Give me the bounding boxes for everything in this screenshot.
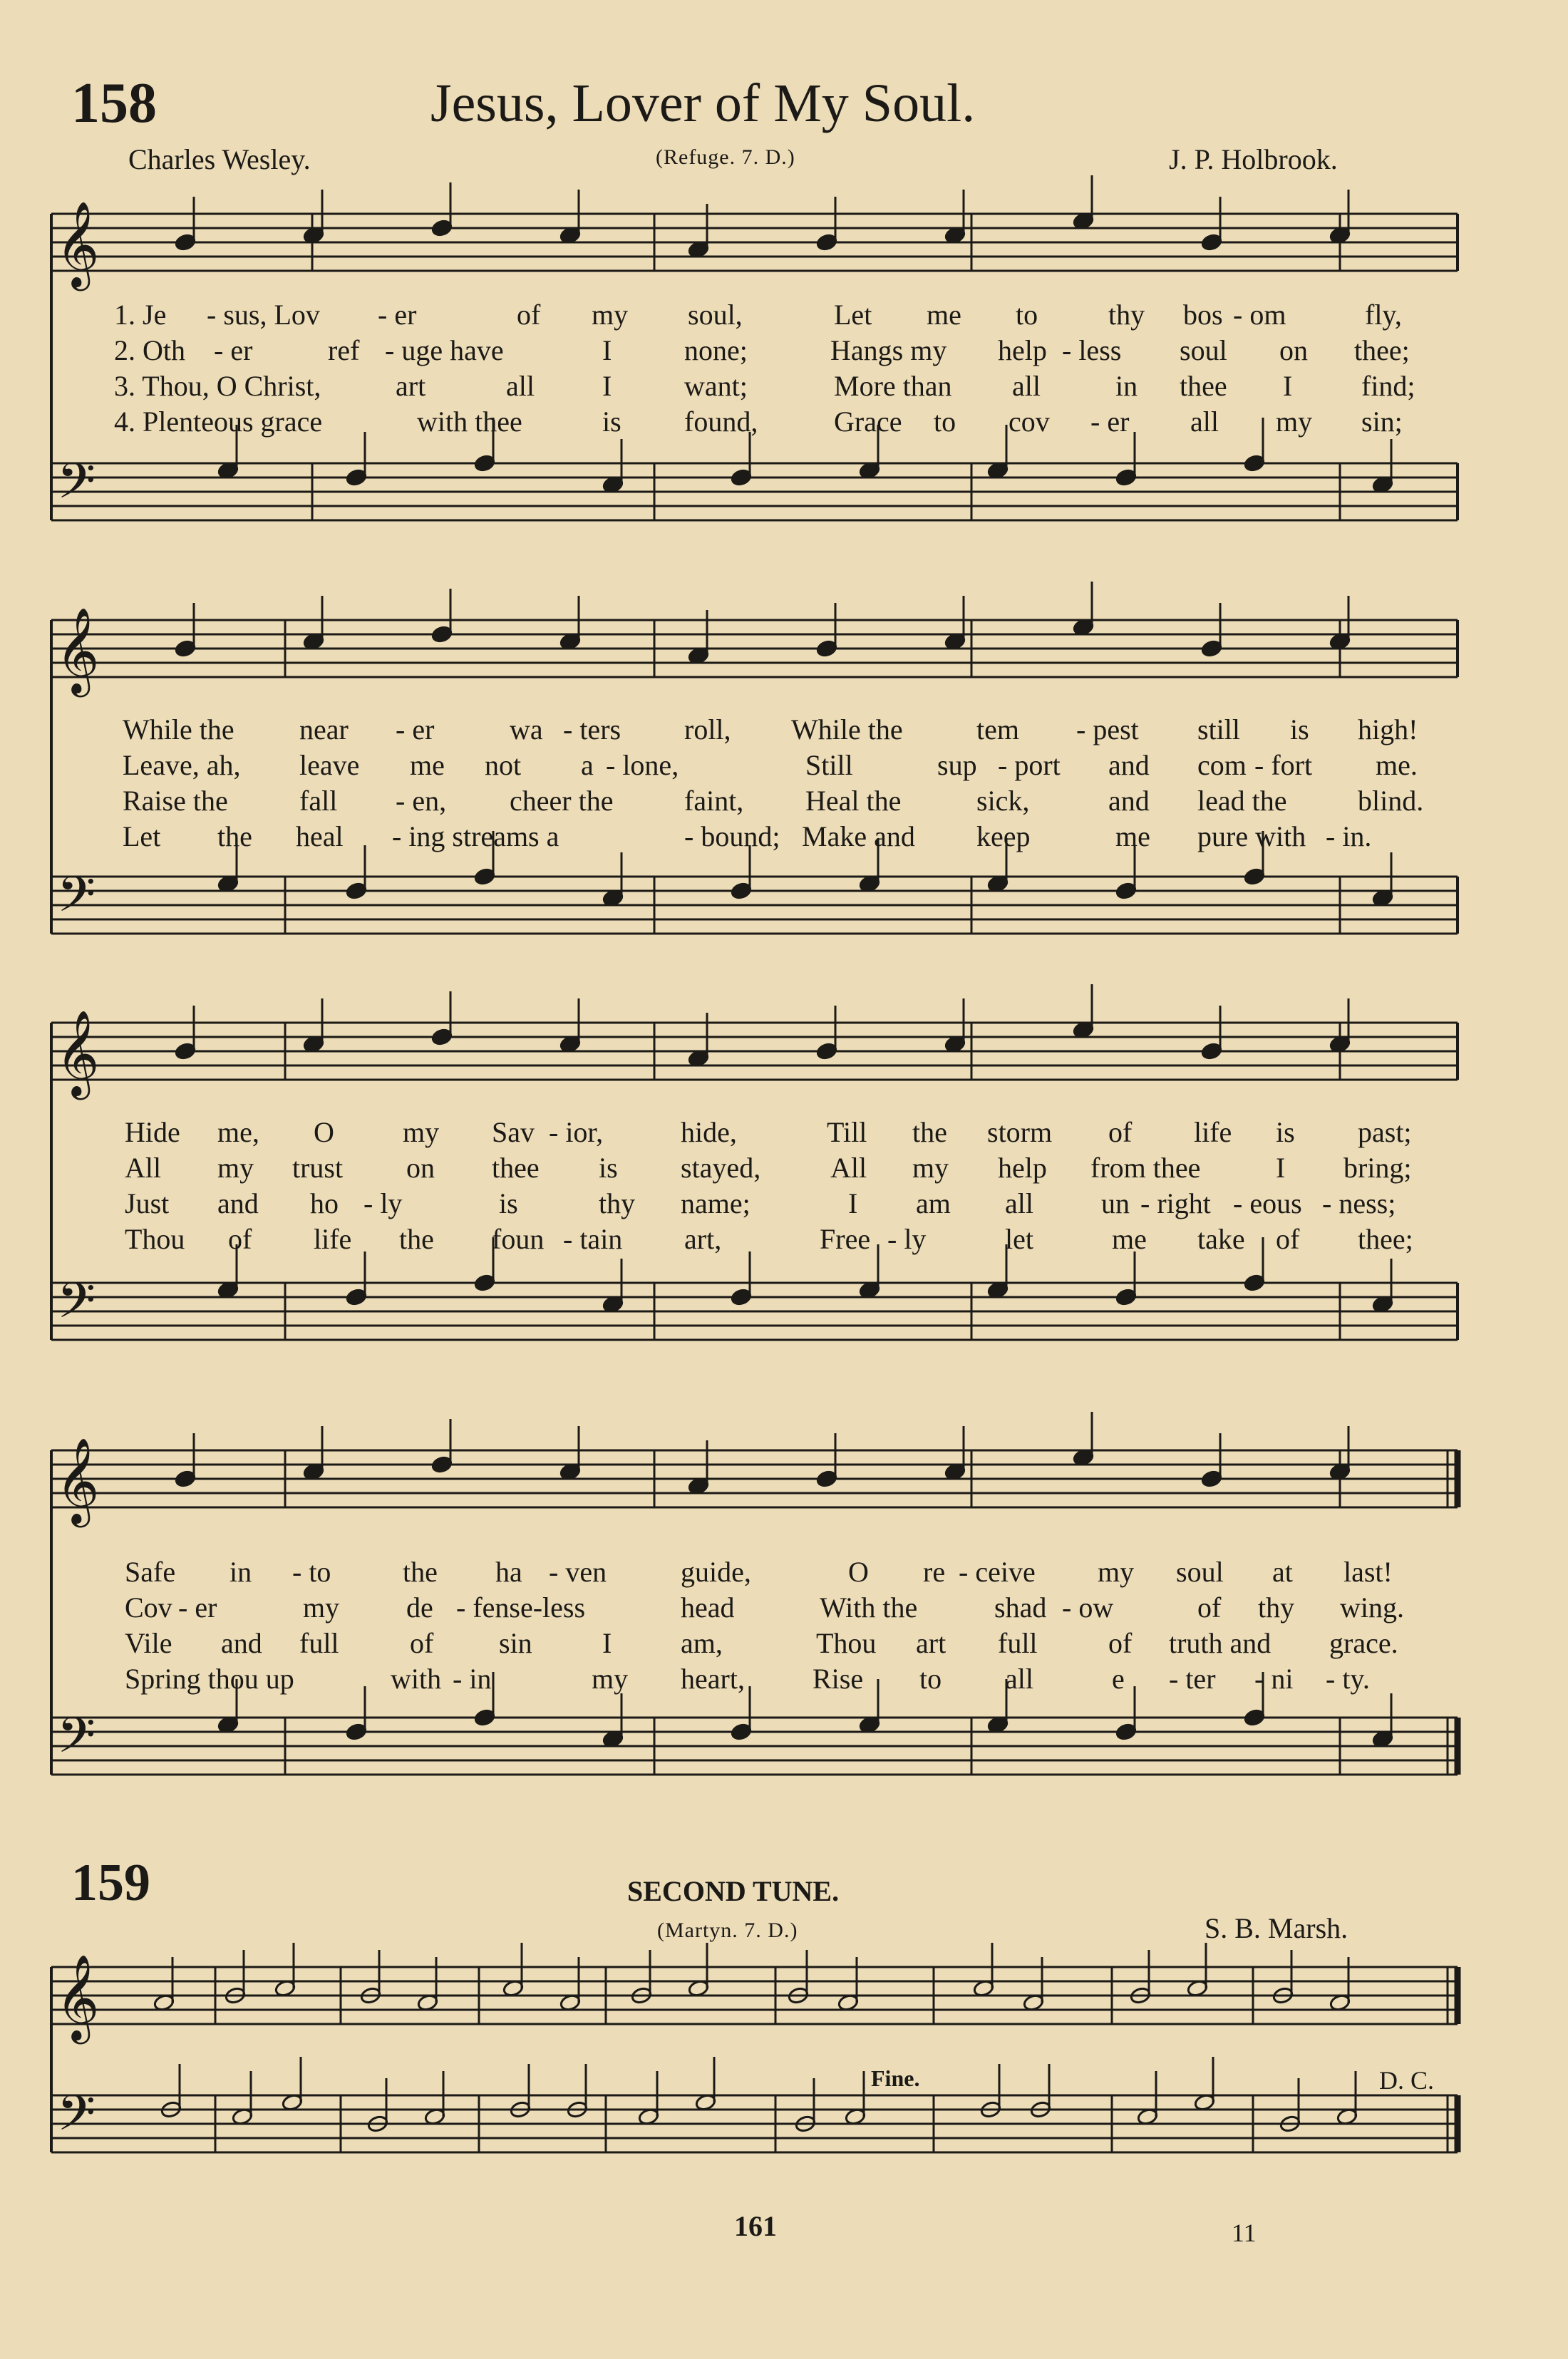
lyric-syllable: - ni [1254, 1663, 1294, 1695]
lyric-syllable: lead the [1197, 785, 1287, 817]
lyric-syllable: pure with [1197, 820, 1306, 852]
lyric-syllable: soul [1180, 334, 1227, 366]
lyric-syllable: me [410, 749, 445, 781]
lyric-syllable: let [1005, 1223, 1033, 1255]
lyric-line [0, 1187, 1568, 1222]
lyric-line [0, 1626, 1568, 1662]
lyric-syllable: me [1112, 1223, 1147, 1255]
lyric-syllable: not [485, 749, 522, 781]
bass-clef-icon: 𝄢 [57, 1271, 96, 1341]
bass-clef-icon: 𝄢 [57, 1706, 96, 1776]
lyric-syllable: thy [1108, 299, 1145, 331]
lyric-syllable: de [406, 1591, 433, 1624]
treble-clef-icon: 𝄞 [56, 200, 100, 287]
treble-clef-icon: 𝄞 [56, 1953, 100, 2040]
lyric-syllable: All [830, 1152, 867, 1184]
lyric-syllable: Free [820, 1223, 871, 1255]
treble-clef-icon: 𝄞 [56, 1009, 100, 1096]
lyric-syllable: I [848, 1187, 858, 1219]
lyric-syllable: all [1005, 1663, 1033, 1695]
lyric-syllable: the [912, 1116, 947, 1148]
lyric-syllable: and [217, 1187, 259, 1219]
lyric-line [0, 748, 1568, 784]
lyric-syllable: thy [599, 1187, 636, 1219]
lyric-syllable: keep [976, 820, 1031, 852]
lyric-syllable: Cov [125, 1591, 172, 1624]
lyric-syllable: More than [834, 370, 952, 402]
lyric-syllable: sick, [976, 785, 1030, 817]
lyric-syllable: Leave, ah, [123, 749, 241, 781]
author-credit: Charles Wesley. [128, 143, 311, 175]
lyric-syllable: - er [1090, 406, 1130, 438]
lyric-syllable: to [934, 406, 956, 438]
lyric-syllable: - fense-less [456, 1591, 586, 1624]
lyric-syllable: near [299, 713, 349, 745]
lyric-syllable: Let [834, 299, 872, 331]
tune-name: (Refuge. 7. D.) [656, 145, 795, 169]
lyric-syllable: fall [299, 785, 338, 817]
lyric-syllable: trust [292, 1152, 344, 1184]
lyric-syllable: in [229, 1556, 252, 1588]
lyric-line [0, 298, 1568, 334]
lyric-syllable: of [228, 1223, 252, 1255]
lyric-syllable: Hangs my [830, 334, 947, 366]
lyric-syllable: - in. [1326, 820, 1372, 852]
lyric-line [0, 1555, 1568, 1591]
lyric-syllable: the [403, 1556, 438, 1588]
lyric-syllable: from thee [1090, 1152, 1201, 1184]
lyric-syllable: - en, [396, 785, 447, 817]
lyric-syllable: thee [1180, 370, 1227, 402]
lyric-syllable: my [592, 299, 629, 331]
lyric-syllable: - er [214, 334, 253, 366]
lyric-syllable: O [848, 1556, 869, 1588]
lyric-syllable: of [1108, 1627, 1133, 1659]
lyric-syllable: full [998, 1627, 1038, 1659]
lyric-syllable: tem [976, 713, 1019, 745]
lyric-syllable: - to [292, 1556, 331, 1588]
lyric-syllable: guide, [681, 1556, 751, 1588]
lyric-syllable: Just [125, 1187, 170, 1219]
lyric-syllable: my [1098, 1556, 1135, 1588]
lyric-syllable: storm [987, 1116, 1053, 1148]
lyric-syllable: full [299, 1627, 339, 1659]
lyric-syllable: With the [820, 1591, 918, 1624]
lyric-syllable: art, [684, 1223, 722, 1255]
lyric-syllable: Thou [125, 1223, 185, 1255]
lyric-syllable: bring; [1343, 1152, 1412, 1184]
lyric-syllable: com [1197, 749, 1247, 781]
lyric-syllable: O [314, 1116, 334, 1148]
lyric-syllable: wing. [1340, 1591, 1404, 1624]
lyric-syllable: - sus, Lov [207, 299, 320, 331]
bass-clef-icon: 𝄢 [57, 452, 96, 522]
lyric-syllable: - lone, [606, 749, 679, 781]
lyric-syllable: soul [1176, 1556, 1224, 1588]
lyric-syllable: with [391, 1663, 442, 1695]
lyric-syllable: all [1190, 406, 1219, 438]
lyric-syllable: at [1272, 1556, 1293, 1588]
lyric-syllable: sin [499, 1627, 532, 1659]
lyric-syllable: I [602, 334, 612, 366]
lyric-syllable: I [1276, 1152, 1286, 1184]
lyric-syllable: on [406, 1152, 435, 1184]
lyric-syllable: past; [1358, 1116, 1412, 1148]
lyric-syllable: thee [492, 1152, 540, 1184]
lyric-syllable: e [1112, 1663, 1125, 1695]
lyric-syllable: a [581, 749, 594, 781]
lyric-syllable: of [410, 1627, 434, 1659]
lyric-syllable: of [517, 299, 541, 331]
lyric-syllable: - ceive [959, 1556, 1036, 1588]
lyric-syllable: Sav [492, 1116, 535, 1148]
lyric-syllable: Still [805, 749, 853, 781]
lyric-line [0, 369, 1568, 405]
lyric-syllable: art [396, 370, 426, 402]
lyric-syllable: - ters [563, 713, 621, 745]
lyric-syllable: my [1276, 406, 1313, 438]
lyric-line [0, 334, 1568, 369]
lyric-syllable: faint, [684, 785, 744, 817]
lyric-syllable: - ness; [1322, 1187, 1396, 1219]
lyric-syllable: hide, [681, 1116, 737, 1148]
lyric-line [0, 784, 1568, 820]
lyric-syllable: re [923, 1556, 946, 1588]
lyric-syllable: - uge have [385, 334, 504, 366]
lyric-syllable: is [599, 1152, 618, 1184]
bass-clef-icon: 𝄢 [57, 2084, 96, 2154]
lyric-syllable: Grace [834, 406, 902, 438]
lyric-syllable: thy [1258, 1591, 1295, 1624]
lyric-syllable: foun [492, 1223, 545, 1255]
lyric-syllable: sin; [1361, 406, 1403, 438]
lyric-syllable: and [1108, 785, 1150, 817]
lyric-syllable: am, [681, 1627, 723, 1659]
hymn-number: 158 [71, 72, 157, 135]
lyric-syllable: I [1283, 370, 1293, 402]
lyric-syllable: fly, [1365, 299, 1402, 331]
lyric-syllable: I [602, 370, 612, 402]
lyric-syllable: the [399, 1223, 434, 1255]
lyric-syllable: name; [681, 1187, 751, 1219]
lyric-syllable: is [602, 406, 621, 438]
lyric-syllable: - ow [1062, 1591, 1114, 1624]
lyric-line [0, 1151, 1568, 1187]
lyric-syllable: While the [123, 713, 234, 745]
lyric-syllable: - tain [563, 1223, 623, 1255]
lyric-syllable: is [499, 1187, 518, 1219]
lyric-syllable: heart, [681, 1663, 745, 1695]
treble-clef-icon: 𝄞 [56, 606, 100, 693]
lyric-syllable: 1. Je [114, 299, 167, 331]
lyric-syllable: help [998, 334, 1047, 366]
lyric-syllable: 2. Oth [114, 334, 185, 366]
lyric-syllable: 3. Thou, O Christ, [114, 370, 321, 402]
lyric-syllable: - pest [1076, 713, 1139, 745]
lyric-syllable: Thou [816, 1627, 877, 1659]
lyric-syllable: leave [299, 749, 360, 781]
lyric-syllable: - er [396, 713, 435, 745]
composer-credit: J. P. Holbrook. [1169, 143, 1338, 175]
dc-marking: D. C. [1379, 2066, 1435, 2095]
lyric-syllable: sup [937, 749, 977, 781]
lyric-syllable: cov [1009, 406, 1050, 438]
lyric-syllable: art [916, 1627, 947, 1659]
lyric-syllable: un [1101, 1187, 1130, 1219]
lyric-syllable: - er [178, 1591, 217, 1624]
bass-clef-icon: 𝄢 [57, 865, 96, 935]
lyric-syllable: While the [791, 713, 903, 745]
lyric-syllable: - ior, [549, 1116, 604, 1148]
lyric-syllable: Make and [802, 820, 915, 852]
lyric-syllable: am [916, 1187, 951, 1219]
lyric-syllable: Vile [125, 1627, 172, 1659]
lyric-syllable: - ly [887, 1223, 927, 1255]
lyric-line [0, 1662, 1568, 1698]
lyric-syllable: on [1279, 334, 1308, 366]
lyric-syllable: my [592, 1663, 629, 1695]
lyric-line [0, 1591, 1568, 1626]
lyric-syllable: all [506, 370, 535, 402]
lyric-syllable: take [1197, 1223, 1245, 1255]
lyric-syllable: roll, [684, 713, 731, 745]
lyric-line [0, 1222, 1568, 1258]
lyric-syllable: - ing streams a [392, 820, 559, 852]
lyric-syllable: last! [1343, 1556, 1393, 1588]
lyric-syllable: All [125, 1152, 162, 1184]
lyric-syllable: me. [1376, 749, 1418, 781]
lyric-line [0, 820, 1568, 855]
lyric-syllable: high! [1358, 713, 1418, 745]
lyric-syllable: shad [994, 1591, 1047, 1624]
lyric-syllable: head [681, 1591, 735, 1624]
second-composer-credit: S. B. Marsh. [1205, 1912, 1348, 1944]
lyric-syllable: bos [1183, 299, 1223, 331]
lyric-syllable: life [314, 1223, 352, 1255]
lyric-syllable: blind. [1358, 785, 1424, 817]
lyric-syllable: ho [310, 1187, 339, 1219]
lyric-syllable: found, [684, 406, 758, 438]
lyric-syllable: help [998, 1152, 1047, 1184]
lyric-syllable: Safe [125, 1556, 176, 1588]
lyric-syllable: truth and [1169, 1627, 1272, 1659]
lyric-syllable: my [912, 1152, 949, 1184]
lyric-syllable: to [919, 1663, 942, 1695]
lyric-syllable: soul, [688, 299, 743, 331]
lyric-syllable: - ter [1169, 1663, 1216, 1695]
hymn-title: Jesus, Lover of My Soul. [430, 73, 976, 133]
lyric-syllable: and [1108, 749, 1150, 781]
lyric-syllable: is [1290, 713, 1309, 745]
lyric-syllable: Heal the [805, 785, 902, 817]
lyric-syllable: and [221, 1627, 262, 1659]
lyric-syllable: - in [453, 1663, 492, 1695]
lyric-syllable: of [1108, 1116, 1133, 1148]
lyric-syllable: want; [684, 370, 748, 402]
lyric-syllable: - om [1233, 299, 1286, 331]
lyric-syllable: cheer the [510, 785, 614, 817]
lyric-syllable: still [1197, 713, 1241, 745]
lyric-line [0, 405, 1568, 440]
lyric-syllable: with thee [417, 406, 522, 438]
lyric-syllable: Raise the [123, 785, 228, 817]
lyric-syllable: my [217, 1152, 254, 1184]
lyric-syllable: all [1005, 1187, 1033, 1219]
lyric-syllable: Let [123, 820, 161, 852]
lyric-syllable: - ven [549, 1556, 607, 1588]
lyric-syllable: my [403, 1116, 440, 1148]
lyric-syllable: is [1276, 1116, 1295, 1148]
lyric-syllable: ref [328, 334, 360, 366]
lyric-syllable: 4. Plenteous grace [114, 406, 323, 438]
lyric-syllable: my [303, 1591, 340, 1624]
lyric-syllable: me [1115, 820, 1150, 852]
lyric-syllable: Hide [125, 1116, 180, 1148]
signature-mark: 11 [1232, 2219, 1257, 2247]
lyric-syllable: - fort [1254, 749, 1313, 781]
lyric-syllable: - ty. [1326, 1663, 1370, 1695]
lyric-syllable: Spring thou up [125, 1663, 294, 1695]
lyric-syllable: stayed, [681, 1152, 761, 1184]
fine-marking: Fine. [871, 2065, 920, 2091]
lyric-syllable: - port [998, 749, 1061, 781]
lyric-line [0, 713, 1568, 748]
lyric-syllable: thee; [1358, 1223, 1413, 1255]
lyric-syllable: wa [510, 713, 543, 745]
second-hymn-number: 159 [71, 1854, 150, 1912]
lyric-syllable: - eous [1233, 1187, 1302, 1219]
page-number: 161 [734, 2210, 777, 2242]
lyric-syllable: in [1115, 370, 1138, 402]
lyric-syllable: of [1197, 1591, 1222, 1624]
lyric-syllable: thee; [1354, 334, 1410, 366]
lyric-syllable: me [927, 299, 961, 331]
lyric-syllable: life [1194, 1116, 1232, 1148]
lyric-line [0, 1115, 1568, 1151]
lyric-syllable: - right [1140, 1187, 1211, 1219]
lyric-syllable: Rise [813, 1663, 864, 1695]
lyric-syllable: me, [217, 1116, 259, 1148]
lyric-syllable: I [602, 1627, 612, 1659]
lyric-syllable: of [1276, 1223, 1300, 1255]
lyric-syllable: - er [378, 299, 417, 331]
lyric-syllable: none; [684, 334, 748, 366]
lyric-syllable: heal [296, 820, 344, 852]
lyric-syllable: Till [827, 1116, 867, 1148]
lyric-syllable: - bound; [684, 820, 780, 852]
lyric-syllable: - ly [363, 1187, 403, 1219]
treble-clef-icon: 𝄞 [56, 1437, 100, 1524]
lyric-syllable: all [1012, 370, 1041, 402]
second-tune-name: (Martyn. 7. D.) [657, 1919, 798, 1942]
lyric-syllable: grace. [1329, 1627, 1398, 1659]
lyric-syllable: the [217, 820, 252, 852]
lyric-syllable: to [1016, 299, 1038, 331]
lyric-syllable: ha [495, 1556, 522, 1588]
second-tune-heading: SECOND TUNE. [627, 1875, 840, 1907]
lyric-syllable: find; [1361, 370, 1415, 402]
lyric-syllable: - less [1062, 334, 1122, 366]
